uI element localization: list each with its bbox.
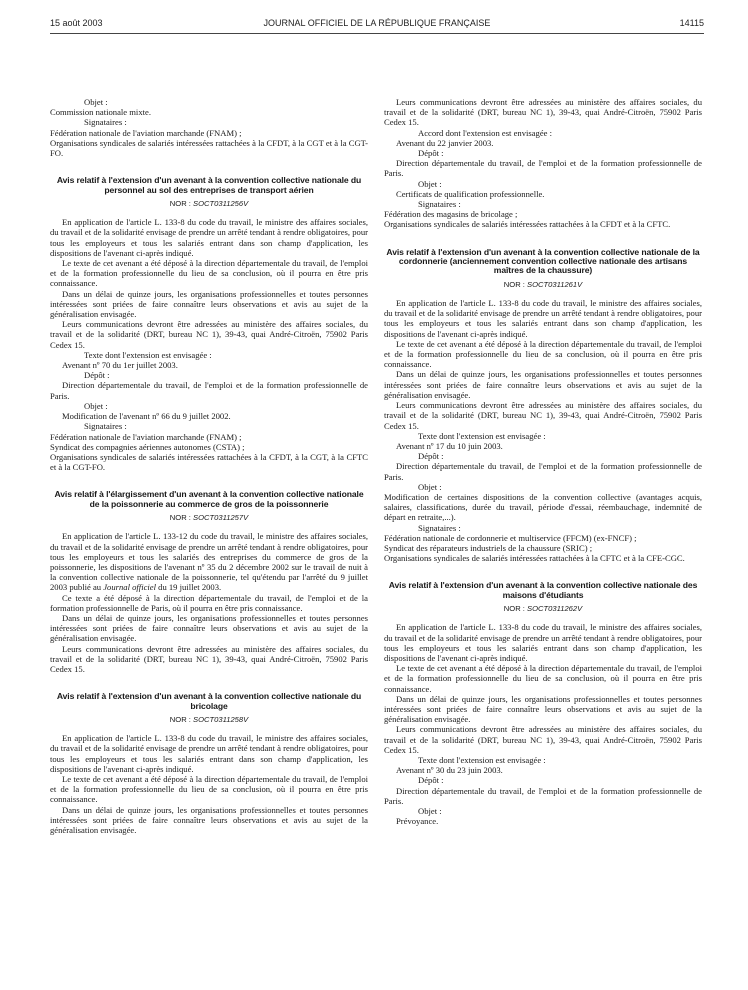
nor-label: NOR : [169, 714, 191, 724]
paragraph: Le texte de cet avenant a été déposé à la direction départementale du travail, de l'emploi et de la formation professionnelle du lieu de sa conclusion, où il pourra en être pris connaissance. [384, 338, 702, 370]
signataire-text: Organisations syndicales de salariés intéressées rattachées à la CFTC et à la CFE-CGC. [384, 553, 685, 564]
signataires-label: Signataires : [84, 117, 127, 128]
depot-text: Direction départementale du travail, de l'emploi et de la formation professionnelle de Paris. [384, 158, 702, 179]
nor-code: SOCT0311257V [193, 513, 249, 523]
paragraph: Leurs communications devront être adressées au ministère des affaires sociales, du travail et de la solidarité (DRT, bureau NC 1), 39-43, quai André-Citroën, 75902 Paris Cedex 15. [384, 400, 702, 431]
signataire-text: Fédération nationale de l'aviation marchande (FNAM) ; [50, 127, 242, 138]
paragraph-text: En application de l'article L. 133-12 du code du travail, le ministre des affaires sociales, du travail et de la solidarité envisage de prendre un arrêté tendant à rendre obligatoires, pour tous les employeurs et tous les salariés des entreprises du commerce de gros de la poissonnerie, les dispositions de l'avenant nº 35 du 2 décembre 2002 sur le travail de nuit à la convention collective nationale de la poissonnerie, tel qu'étendu par l'arrêté du 9 juillet 2003 publié au [50, 531, 368, 593]
notice-title: Avis relatif à l'extension d'un avenant à la convention collective nationale des maisons d'étudiants [388, 580, 698, 600]
paragraph: En application de l'article L. 133-8 du code du travail, le ministre des affaires sociales, du travail et de la solidarité envisage de prendre un arrêté tendant à rendre obligatoires, pour tous les employeurs et tous les salariés entrant dans son champ d'application, les dispositions de l'avenant ci-après indiqué. [384, 298, 702, 339]
texte-label: Texte dont l'extension est envisagée : [84, 349, 212, 360]
signataire-text: Organisations syndicales de salariés intéressées rattachées à la CFDT et à la CFTC. [384, 219, 671, 230]
objet-label: Objet : [84, 400, 108, 411]
paragraph: Ce texte a été déposé à la direction départementale du travail, de l'emploi et de la formation professionnelle de Paris, où il pourra en être pris connaissance. [50, 592, 368, 613]
objet-label: Objet : [84, 97, 108, 107]
right-column [384, 97, 702, 977]
nor-reference [50, 199, 368, 209]
objet-text: Commission nationale mixte. [50, 107, 151, 118]
objet-label: Objet : [418, 178, 442, 189]
paragraph: Leurs communications devront être adressées au ministère des affaires sociales, du travail et de la solidarité (DRT, bureau NC 1), 39-43, quai André-Citroën, 75902 Paris Cedex 15. [384, 97, 702, 128]
texte-label: Texte dont l'extension est envisagée : [418, 430, 546, 441]
notice-title: Avis relatif à l'élargissement d'un avenant à la convention collective nationale de la poissonnerie au commerce de gros de la poissonnerie [54, 489, 364, 509]
paragraph: En application de l'article L. 133-8 du code du travail, le ministre des affaires sociales, du travail et de la solidarité envisage de prendre un arrêté tendant à rendre obligatoires, pour tous les employeurs et tous les salariés entrant dans son champ d'application, les dispositions de l'avenant ci-après indiqué. [50, 733, 368, 774]
objet-text: Prévoyance. [396, 816, 439, 827]
avenant-text: Avenant nº 70 du 1er juillet 2003. [62, 360, 178, 371]
notice-title: Avis relatif à l'extension d'un avenant à la convention collective nationale de la cordonnerie (anciennement convention collective nationale des artisans maîtres de la chaussure) [386, 246, 700, 276]
nor-code: SOCT0311258V [193, 714, 249, 724]
paragraph: Le texte de cet avenant a été déposé à la direction départementale du travail, de l'emploi et de la formation professionnelle du lieu de sa conclusion, où il pourra en être pris connaissance. [384, 663, 702, 694]
depot-label: Dépôt : [84, 370, 110, 381]
signataire-text: Syndicat des compagnies aériennes autonomes (CSTA) ; [50, 441, 245, 452]
paragraph: Le texte de cet avenant a été déposé à la direction départementale du travail, de l'emploi et de la formation professionnelle du lieu de sa conclusion, où il pourra en être pris connaissance. [50, 774, 368, 805]
paragraph: Leurs communications devront être adressées au ministère des affaires sociales, du travail et de la solidarité (DRT, bureau NC 1), 39-43, quai André-Citroën, 75902 Paris Cedex 15. [50, 643, 368, 674]
nor-label: NOR : [169, 513, 191, 523]
nor-label: NOR : [169, 199, 191, 209]
paragraph-text: du 19 juillet 2003. [158, 582, 222, 593]
accord-label: Accord dont l'extension est envisagée : [418, 127, 552, 138]
objet-label: Objet : [418, 481, 442, 492]
nor-label: NOR : [503, 279, 525, 289]
avenant-text: Avenant nº 17 du 10 juin 2003. [396, 440, 503, 451]
signataire-text: Fédération nationale de l'aviation marchande (FNAM) ; [50, 431, 242, 442]
notice-title: Avis relatif à l'extension d'un avenant à la convention collective nationale du personnel au sol des entreprises de transport aérien [56, 175, 362, 195]
signataires-label: Signataires : [84, 421, 127, 432]
depot-text: Direction départementale du travail, de l'emploi et de la formation professionnelle de Paris. [384, 461, 702, 482]
depot-label: Dépôt : [418, 451, 444, 462]
nor-label: NOR : [503, 604, 525, 614]
objet-text: Modification de certaines dispositions de la convention collective (avantages acquis, salaires, classifications, durée du travail, période d'essai, réembauchage, indemnité de départ en retraite,...). [384, 491, 702, 523]
paragraph: Leurs communications devront être adressées au ministère des affaires sociales, du travail et de la solidarité (DRT, bureau NC 1), 39-43, quai André-Citroën, 75902 Paris Cedex 15. [50, 319, 368, 350]
paragraph: Dans un délai de quinze jours, les organisations professionnelles et toutes personnes intéressées sont priées de faire connaître leurs observations et avis au sujet de la généralisation envisagée. [50, 288, 368, 320]
avenant-text: Avenant nº 30 du 23 juin 2003. [396, 765, 503, 776]
signataire-text: Organisations syndicales de salariés intéressées rattachées à la CFDT, à la CGT, à la CFTC et à la CGT-FO. [50, 451, 368, 473]
paragraph [50, 531, 368, 592]
texte-label: Texte dont l'extension est envisagée : [418, 755, 546, 765]
objet-label: Objet : [418, 806, 442, 817]
signataires-label: Signataires : [418, 199, 461, 210]
header-page-number: 14115 [679, 18, 704, 28]
header-rule [50, 33, 704, 34]
notice-title: Avis relatif à l'extension d'un avenant à la convention collective nationale du bricolage [56, 691, 362, 711]
nor-reference [384, 604, 702, 614]
signataire-text: Organisations syndicales de salariés intéressées rattachées à la CFDT, à la CGT et à la CGT-FO. [50, 137, 368, 159]
paragraph: Dans un délai de quinze jours, les organisations professionnelles et toutes personnes intéressées sont priées de faire connaître leurs observations et avis au sujet de la généralisation envisagée. [50, 612, 368, 644]
signataire-text: Fédération des magasins de bricolage ; [384, 209, 518, 220]
nor-reference [50, 715, 368, 725]
depot-label: Dépôt : [418, 148, 444, 159]
nor-reference [384, 280, 702, 290]
paragraph: Leurs communications devront être adressées au ministère des affaires sociales, du travail et de la solidarité (DRT, bureau NC 1), 39-43, quai André-Citroën, 75902 Paris Cedex 15. [384, 724, 702, 755]
depot-text: Direction départementale du travail, de l'emploi et de la formation professionnelle de Paris. [384, 785, 702, 806]
paragraph: Dans un délai de quinze jours, les organisations professionnelles et toutes personnes intéressées sont priées de faire connaître leurs observations et avis au sujet de la généralisation envisagée. [50, 804, 368, 836]
paragraph: Dans un délai de quinze jours, les organisations professionnelles et toutes personnes intéressées sont priées de faire connaître leurs observations et avis au sujet de la généralisation envisagée. [384, 369, 702, 400]
left-column [50, 97, 368, 977]
nor-reference [50, 513, 368, 523]
signataire-text: Fédération nationale de cordonnerie et multiservice (FFCM) (ex-FNCF) ; [384, 532, 637, 543]
signataires-label: Signataires : [418, 522, 461, 533]
nor-code: SOCT0311262V [527, 604, 583, 614]
journal-officiel-italic: Journal officiel [103, 582, 156, 593]
paragraph: Dans un délai de quinze jours, les organisations professionnelles et toutes personnes intéressées sont priées de faire connaître leurs observations et avis au sujet de la généralisation envisagée. [384, 693, 702, 725]
avenant-text: Avenant du 22 janvier 2003. [396, 137, 494, 148]
header-date: 15 août 2003 [50, 18, 103, 28]
page-header [50, 18, 704, 32]
header-journal-title: JOURNAL OFFICIEL DE LA RÉPUBLIQUE FRANÇAISE [263, 18, 491, 28]
objet-text: Modification de l'avenant nº 66 du 9 juillet 2002. [62, 411, 231, 422]
nor-code: SOCT0311261V [527, 279, 583, 289]
nor-code: SOCT0311256V [193, 199, 249, 209]
paragraph: Le texte de cet avenant a été déposé à la direction départementale du travail, de l'emploi et de la formation professionnelle du lieu de sa conclusion, où il pourra en être pris connaissance. [50, 258, 368, 289]
depot-text: Direction départementale du travail, de l'emploi et de la formation professionnelle de Paris. [50, 380, 368, 401]
depot-label: Dépôt : [418, 775, 444, 786]
signataire-text: Syndicat des réparateurs industriels de la chaussure (SRIC) ; [384, 542, 593, 553]
paragraph: En application de l'article L. 133-8 du code du travail, le ministre des affaires sociales, du travail et de la solidarité envisage de prendre un arrêté tendant à rendre obligatoires, pour tous les employeurs et tous les salariés entrant dans son champ d'application, les dispositions de l'avenant ci-après indiqué. [384, 622, 702, 663]
objet-text: Certificats de qualification professionnelle. [396, 188, 545, 199]
paragraph: En application de l'article L. 133-8 du code du travail, le ministre des affaires sociales, du travail et de la solidarité envisage de prendre un arrêté tendant à rendre obligatoires, pour tous les employeurs et tous les salariés entrant dans son champ d'application, les dispositions de l'avenant ci-après indiqué. [50, 217, 368, 258]
